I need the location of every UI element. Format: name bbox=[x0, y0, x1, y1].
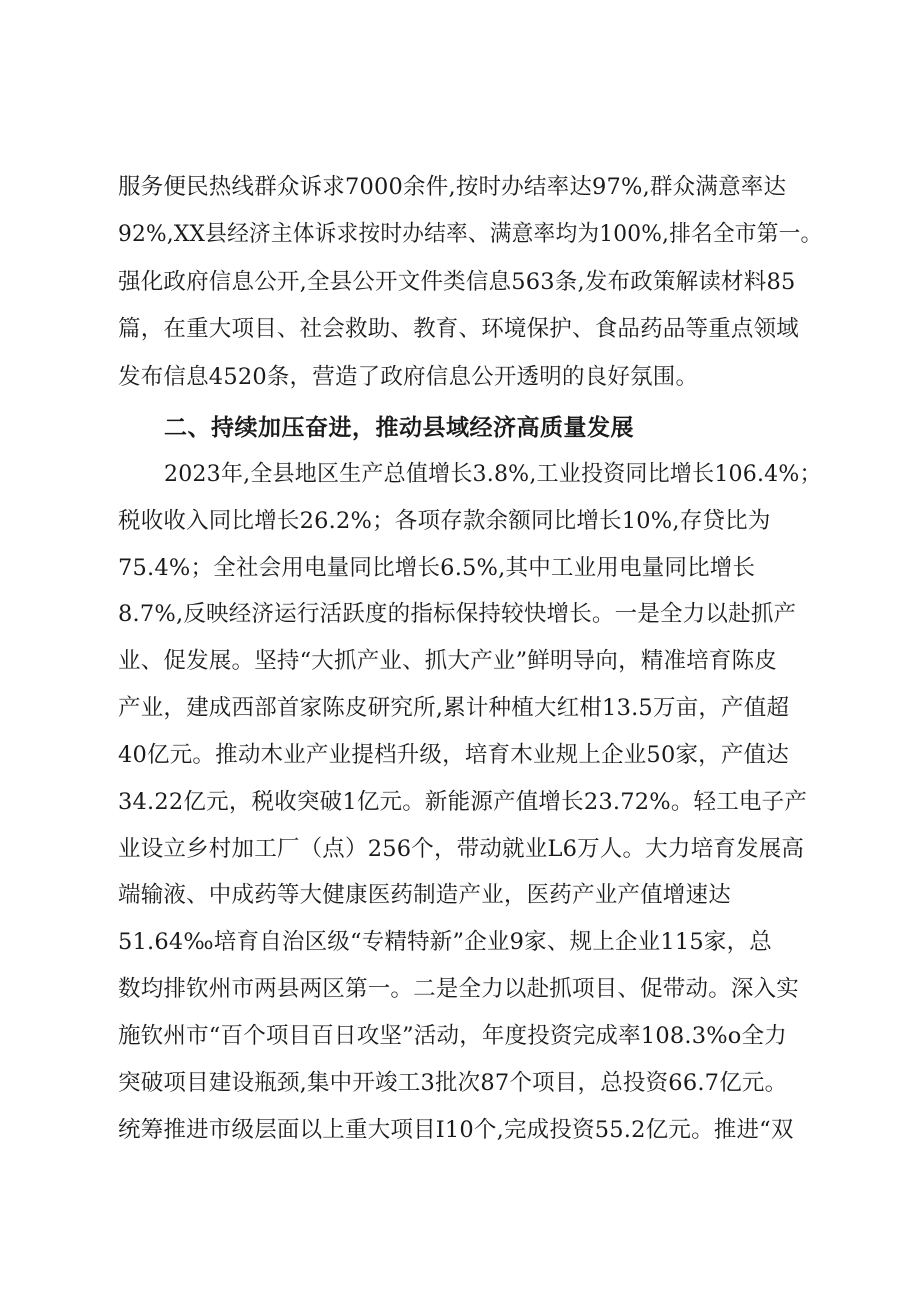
section-heading: 二、持续加压奋进，推动县域经济高质量发展 bbox=[164, 415, 634, 441]
text-line: 施钦州市“百个项目百日攻坚”活动，年度投资完成率108.3%o全力 bbox=[118, 1023, 787, 1049]
text-line: 强化政府信息公开,全县公开文件类信息563条,发布政策解读材料85 bbox=[118, 269, 796, 295]
text-line: 篇，在重大项目、社会救助、教育、环境保护、食品药品等重点领域 bbox=[118, 316, 800, 342]
text-line: 业、促发展。坚持“大抓产业、抓大产业”鲜明导向，精准培育陈皮 bbox=[118, 648, 778, 674]
text-line: 突破项目建设瓶颈,集中开竣工3批次87个项目，总投资66.7亿元。 bbox=[118, 1070, 788, 1096]
text-line: 发布信息4520条，营造了政府信息公开透明的良好氛围。 bbox=[118, 364, 699, 390]
text-line: 统筹推进市级层面以上重大项目I10个,完成投资55.2亿元。推进“双 bbox=[118, 1117, 794, 1143]
text-line: 产业，建成西部首家陈皮研究所,累计种植大红柑13.5万亩，产值超 bbox=[118, 695, 790, 721]
text-line: 75.4%；全社会用电量同比增长6.5%,其中工业用电量同比增长 bbox=[118, 555, 756, 581]
text-line: 税收收入同比增长26.2%；各项存款余额同比增长10%,存贷比为 bbox=[118, 508, 771, 534]
text-line: 51.64‰培育自治区级“专精特新”企业9家、规上企业115家，总 bbox=[118, 929, 772, 955]
text-line: 34.22亿元，税收突破1亿元。新能源产值增长23.72%。轻工电子产 bbox=[118, 789, 808, 815]
text-line: 92%,XX县经济主体诉求按时办结率、满意率均为100%,排名全市第一。 bbox=[118, 221, 823, 247]
text-line: 服务便民热线群众诉求7000余件,按时办结率达97%,群众满意率达 bbox=[118, 174, 787, 200]
text-line: 2023年,全县地区生产总值增长3.8%,工业投资同比增长106.4%； bbox=[164, 461, 822, 487]
text-line: 8.7%,反映经济运行活跃度的指标保持较快增长。一是全力以赴抓产 bbox=[118, 601, 797, 627]
text-line: 40亿元。推动木业产业提档升级，培育木业规上企业50家，产值达 bbox=[118, 742, 789, 768]
text-line: 端输液、中成药等大健康医药制造产业，医药产业产值增速达 bbox=[118, 882, 731, 908]
text-line: 数均排钦州市两县两区第一。二是全力以赴抓项目、促带动。深入实 bbox=[118, 976, 800, 1002]
text-line: 业设立乡村加工厂（点）256个，带动就业L6万人。大力培育发展高 bbox=[118, 836, 805, 862]
